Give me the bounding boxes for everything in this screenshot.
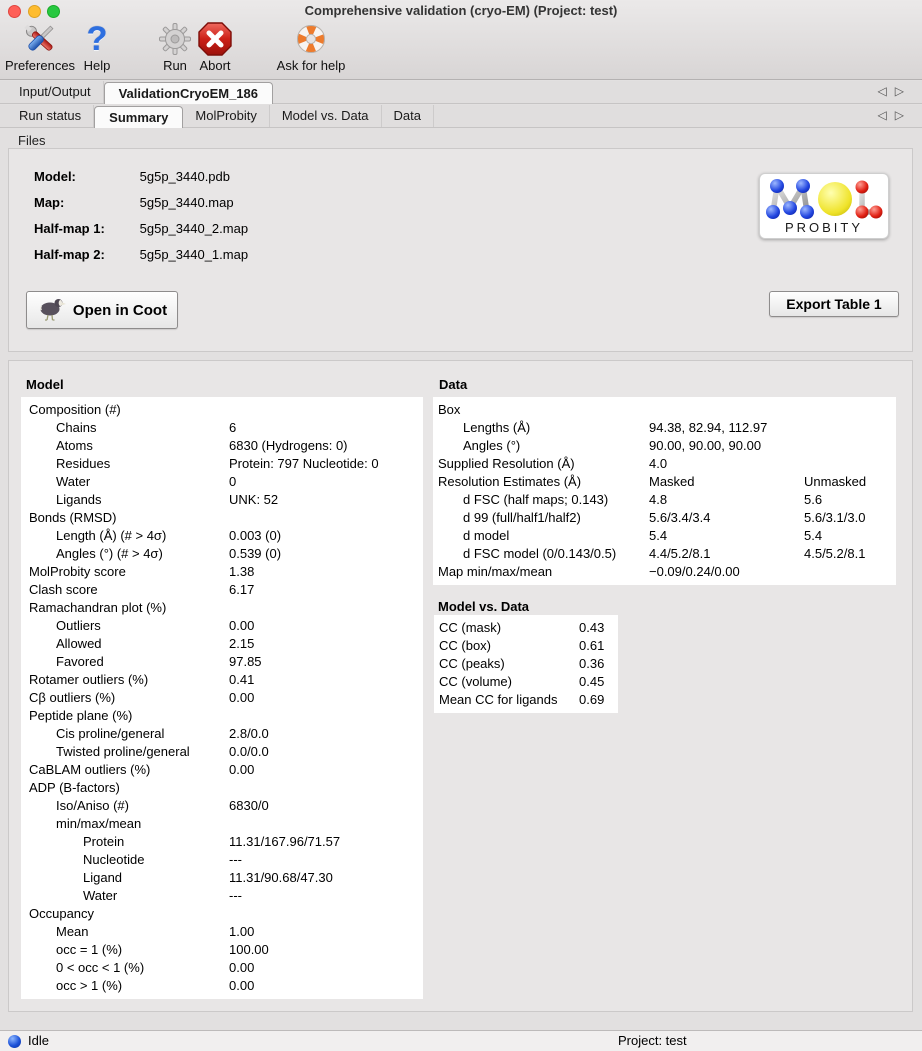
row-label: CC (mask) bbox=[439, 620, 502, 635]
file-row-value: 5g5p_3440.pdb bbox=[139, 169, 230, 184]
row-value: 11.31/90.68/47.30 bbox=[229, 870, 333, 885]
status-text: Idle bbox=[28, 1033, 49, 1048]
tab-summary[interactable] bbox=[94, 106, 183, 128]
row-label: d model bbox=[463, 528, 510, 543]
file-row bbox=[34, 248, 248, 261]
row-value: 100.00 bbox=[229, 942, 269, 957]
row-value-masked: 94.38, 82.94, 112.97 bbox=[649, 420, 768, 435]
table-row bbox=[434, 637, 618, 655]
row-label: Box bbox=[438, 402, 461, 417]
row-label: Map min/max/mean bbox=[438, 564, 553, 579]
tab-data[interactable] bbox=[382, 105, 434, 127]
row-label: Atoms bbox=[56, 438, 93, 453]
row-value-masked: 90.00, 90.00, 90.00 bbox=[649, 438, 762, 453]
close-button[interactable] bbox=[8, 5, 21, 18]
table-row bbox=[433, 563, 896, 581]
tab-label: MolProbity bbox=[195, 108, 257, 123]
tab-scroll-right-icon[interactable]: ▷ bbox=[894, 108, 912, 122]
row-label: Rotamer outliers (%) bbox=[29, 672, 149, 687]
row-value: 2.15 bbox=[229, 636, 255, 651]
row-label: Ramachandran plot (%) bbox=[29, 600, 167, 615]
table-row bbox=[21, 941, 423, 959]
data-section-title: Data bbox=[439, 377, 468, 392]
row-label: CC (box) bbox=[439, 638, 492, 653]
row-value: 0.45 bbox=[579, 674, 605, 689]
titlebar bbox=[0, 0, 922, 22]
row-label: Water bbox=[56, 474, 91, 489]
table-row bbox=[21, 599, 423, 617]
export-table-1-button[interactable] bbox=[769, 291, 899, 317]
row-label: Allowed bbox=[56, 636, 102, 651]
tab-label: Run status bbox=[19, 108, 82, 123]
row-value: 97.85 bbox=[229, 654, 262, 669]
project-text: Project: test bbox=[618, 1033, 687, 1048]
table-row bbox=[21, 617, 423, 635]
table-row bbox=[21, 545, 423, 563]
row-label: Outliers bbox=[56, 618, 101, 633]
row-label: Favored bbox=[56, 654, 104, 669]
table-row bbox=[21, 509, 423, 527]
row-label: min/max/mean bbox=[56, 816, 142, 831]
model-table bbox=[21, 397, 423, 999]
row-label: ADP (B-factors) bbox=[29, 780, 120, 795]
row-value-masked: Masked bbox=[649, 474, 695, 489]
row-label: Cis proline/general bbox=[56, 726, 165, 741]
file-row-label: Half-map 1: bbox=[34, 221, 105, 236]
row-label: Angles (°) bbox=[463, 438, 521, 453]
table-row bbox=[21, 491, 423, 509]
file-row bbox=[34, 196, 248, 209]
table-row bbox=[21, 869, 423, 887]
row-value: 0.36 bbox=[579, 656, 605, 671]
row-label: CaBLAM outliers (%) bbox=[29, 762, 151, 777]
row-value: 6830 (Hydrogens: 0) bbox=[229, 438, 348, 453]
row-value: 0.00 bbox=[229, 618, 255, 633]
table-row bbox=[21, 905, 423, 923]
row-value: 6830/0 bbox=[229, 798, 269, 813]
sub-tabstrip bbox=[0, 105, 922, 128]
ask-for-help-button[interactable] bbox=[271, 20, 351, 76]
table-row bbox=[21, 761, 423, 779]
row-value: Protein: 797 Nucleotide: 0 bbox=[229, 456, 379, 471]
table-row bbox=[21, 581, 423, 599]
row-label: occ > 1 (%) bbox=[56, 978, 123, 993]
row-label: d FSC model (0/0.143/0.5) bbox=[463, 546, 617, 561]
row-label: Chains bbox=[56, 420, 97, 435]
row-label: Protein bbox=[83, 834, 125, 849]
row-label: Mean bbox=[56, 924, 89, 939]
row-label: CC (peaks) bbox=[439, 656, 505, 671]
help-label: Help bbox=[83, 58, 111, 73]
tab-scroll-left-icon[interactable]: ◁ bbox=[877, 108, 895, 122]
row-value: 0.539 (0) bbox=[229, 546, 282, 561]
tools-icon bbox=[4, 20, 76, 58]
table-row bbox=[21, 419, 423, 437]
row-value-unmasked: 5.6/3.1/3.0 bbox=[804, 510, 866, 525]
tab-label: Data bbox=[393, 108, 421, 123]
row-value: 0.69 bbox=[579, 692, 605, 707]
table-row bbox=[21, 851, 423, 869]
row-value: 11.31/167.96/71.57 bbox=[229, 834, 341, 849]
row-value: 0.41 bbox=[229, 672, 255, 687]
window-title: Comprehensive validation (cryo-EM) (Project: test) bbox=[304, 3, 618, 18]
tab-molprobity[interactable] bbox=[183, 105, 269, 127]
main-tabstrip bbox=[0, 81, 922, 104]
export-table-1-label: Export Table 1 bbox=[786, 296, 882, 312]
table-row bbox=[21, 743, 423, 761]
row-label: Residues bbox=[56, 456, 111, 471]
row-label: Ligand bbox=[83, 870, 123, 885]
model-vs-data-table bbox=[434, 615, 618, 713]
file-row bbox=[34, 170, 248, 183]
open-in-coot-label: Open in Coot bbox=[72, 301, 168, 319]
row-label: Mean CC for ligands bbox=[439, 692, 558, 707]
table-row bbox=[21, 563, 423, 581]
row-label: MolProbity score bbox=[29, 564, 126, 579]
abort-button[interactable] bbox=[192, 20, 238, 76]
table-row bbox=[21, 635, 423, 653]
tab-run-status[interactable] bbox=[7, 105, 94, 127]
table-row bbox=[21, 887, 423, 905]
table-row bbox=[21, 473, 423, 491]
row-label: d FSC (half maps; 0.143) bbox=[463, 492, 609, 507]
tab-validationcryoem-186[interactable] bbox=[104, 82, 273, 104]
molprobity-logo bbox=[759, 173, 889, 239]
svg-text:PROBITY: PROBITY bbox=[784, 220, 864, 235]
table-row bbox=[434, 673, 618, 691]
row-value-masked: 5.6/3.4/3.4 bbox=[649, 510, 711, 525]
row-value-masked: −0.09/0.24/0.00 bbox=[649, 564, 740, 579]
file-list bbox=[34, 170, 248, 274]
tab-label: Summary bbox=[109, 110, 169, 125]
abort-label: Abort bbox=[199, 58, 231, 73]
table-row bbox=[434, 619, 618, 637]
row-value-unmasked: 5.6 bbox=[804, 492, 823, 507]
preferences-label: Preferences bbox=[4, 58, 76, 73]
results-panel bbox=[8, 360, 913, 1012]
table-row bbox=[21, 689, 423, 707]
row-value: UNK: 52 bbox=[229, 492, 279, 507]
run-label: Run bbox=[163, 58, 187, 73]
ask-for-help-label: Ask for help bbox=[276, 58, 346, 73]
file-row-value: 5g5p_3440_1.map bbox=[139, 247, 249, 262]
file-row bbox=[34, 222, 248, 235]
tab-scroll-left-icon[interactable]: ◁ bbox=[877, 84, 895, 98]
row-label: d 99 (full/half1/half2) bbox=[463, 510, 581, 525]
question-mark-icon: ? bbox=[86, 20, 108, 58]
row-value: 0.00 bbox=[229, 978, 255, 993]
row-label: Lengths (Å) bbox=[463, 420, 531, 435]
model-vs-data-section-title: Model vs. Data bbox=[438, 599, 530, 614]
tab-label: Model vs. Data bbox=[281, 108, 369, 123]
row-value-unmasked: 5.4 bbox=[804, 528, 823, 543]
table-row bbox=[21, 455, 423, 473]
tab-label: ValidationCryoEM_186 bbox=[118, 86, 259, 101]
file-row-value: 5g5p_3440.map bbox=[139, 195, 234, 210]
table-row bbox=[21, 707, 423, 725]
table-row bbox=[21, 725, 423, 743]
row-label: Ligands bbox=[56, 492, 102, 507]
row-label: Length (Å) (# > 4σ) bbox=[56, 528, 167, 543]
tab-scroll-arrows bbox=[878, 84, 912, 98]
row-value-masked: 5.4 bbox=[649, 528, 668, 543]
model-section-title: Model bbox=[26, 377, 64, 392]
row-value: 6.17 bbox=[229, 582, 255, 597]
table-row bbox=[21, 977, 423, 995]
tab-model-vs-data[interactable] bbox=[270, 105, 382, 127]
row-value: 0.0/0.0 bbox=[229, 744, 269, 759]
table-row bbox=[21, 401, 423, 419]
file-row-value: 5g5p_3440_2.map bbox=[139, 221, 249, 236]
data-table bbox=[433, 397, 896, 585]
table-row bbox=[433, 491, 896, 509]
row-value: 0.43 bbox=[579, 620, 605, 635]
row-value-unmasked: 4.5/5.2/8.1 bbox=[804, 546, 866, 561]
table-row bbox=[433, 437, 896, 455]
table-row bbox=[21, 653, 423, 671]
row-value: --- bbox=[229, 852, 242, 867]
table-row bbox=[21, 437, 423, 455]
table-row bbox=[434, 691, 618, 709]
lifebuoy-icon bbox=[271, 20, 351, 58]
table-row bbox=[21, 671, 423, 689]
row-value: 1.00 bbox=[229, 924, 255, 939]
row-label: 0 < occ < 1 (%) bbox=[56, 960, 145, 975]
tab-input-output[interactable] bbox=[7, 81, 104, 103]
table-row bbox=[21, 923, 423, 941]
files-panel bbox=[8, 148, 913, 352]
row-value-masked: 4.8 bbox=[649, 492, 668, 507]
row-value: --- bbox=[229, 888, 242, 903]
files-section-label: Files bbox=[18, 133, 46, 148]
preferences-button[interactable] bbox=[4, 20, 76, 76]
row-label: Clash score bbox=[29, 582, 98, 597]
table-row bbox=[433, 509, 896, 527]
row-label: occ = 1 (%) bbox=[56, 942, 123, 957]
table-row bbox=[433, 527, 896, 545]
row-label: Angles (°) (# > 4σ) bbox=[56, 546, 163, 561]
row-value: 0.00 bbox=[229, 690, 255, 705]
row-label: Cβ outliers (%) bbox=[29, 690, 116, 705]
row-label: Nucleotide bbox=[83, 852, 145, 867]
row-value: 6 bbox=[229, 420, 237, 435]
row-label: CC (volume) bbox=[439, 674, 512, 689]
table-row bbox=[433, 419, 896, 437]
status-indicator-icon bbox=[8, 1035, 21, 1048]
table-row bbox=[21, 959, 423, 977]
table-row bbox=[21, 815, 423, 833]
open-in-coot-button[interactable] bbox=[26, 291, 178, 329]
row-label: Composition (#) bbox=[29, 402, 121, 417]
row-value-masked: 4.0 bbox=[649, 456, 668, 471]
row-label: Occupancy bbox=[29, 906, 95, 921]
row-label: Water bbox=[83, 888, 118, 903]
row-value: 0.003 (0) bbox=[229, 528, 282, 543]
tab-label: Input/Output bbox=[19, 84, 91, 99]
row-label: Peptide plane (%) bbox=[29, 708, 133, 723]
row-value: 0.61 bbox=[579, 638, 605, 653]
coot-bird-icon bbox=[37, 295, 67, 325]
row-label: Supplied Resolution (Å) bbox=[438, 456, 575, 471]
row-value: 1.38 bbox=[229, 564, 255, 579]
row-value: 2.8/0.0 bbox=[229, 726, 269, 741]
table-row bbox=[21, 527, 423, 545]
table-row bbox=[433, 473, 896, 491]
tab-scroll-right-icon[interactable]: ▷ bbox=[894, 84, 912, 98]
row-label: Bonds (RMSD) bbox=[29, 510, 117, 525]
row-value-masked: 4.4/5.2/8.1 bbox=[649, 546, 711, 561]
file-row-label: Half-map 2: bbox=[34, 247, 105, 262]
table-row bbox=[434, 655, 618, 673]
table-row bbox=[433, 545, 896, 563]
file-row-label: Model: bbox=[34, 169, 76, 184]
tab-scroll-arrows bbox=[878, 108, 912, 122]
row-label: Twisted proline/general bbox=[56, 744, 190, 759]
row-value: 0.00 bbox=[229, 960, 255, 975]
table-row bbox=[21, 779, 423, 797]
table-row bbox=[433, 401, 896, 419]
table-row bbox=[433, 455, 896, 473]
row-label: Resolution Estimates (Å) bbox=[438, 474, 582, 489]
table-row bbox=[21, 833, 423, 851]
zoom-button[interactable] bbox=[47, 5, 60, 18]
table-row bbox=[21, 797, 423, 815]
file-row-label: Map: bbox=[34, 195, 65, 210]
minimize-button[interactable] bbox=[28, 5, 41, 18]
window-header bbox=[0, 0, 922, 80]
stop-x-icon bbox=[192, 20, 238, 58]
row-value: 0.00 bbox=[229, 762, 255, 777]
help-button[interactable] bbox=[74, 20, 120, 76]
status-bar bbox=[0, 1030, 922, 1051]
row-label: Iso/Aniso (#) bbox=[56, 798, 129, 813]
row-value-unmasked: Unmasked bbox=[804, 474, 867, 489]
row-value: 0 bbox=[229, 474, 237, 489]
